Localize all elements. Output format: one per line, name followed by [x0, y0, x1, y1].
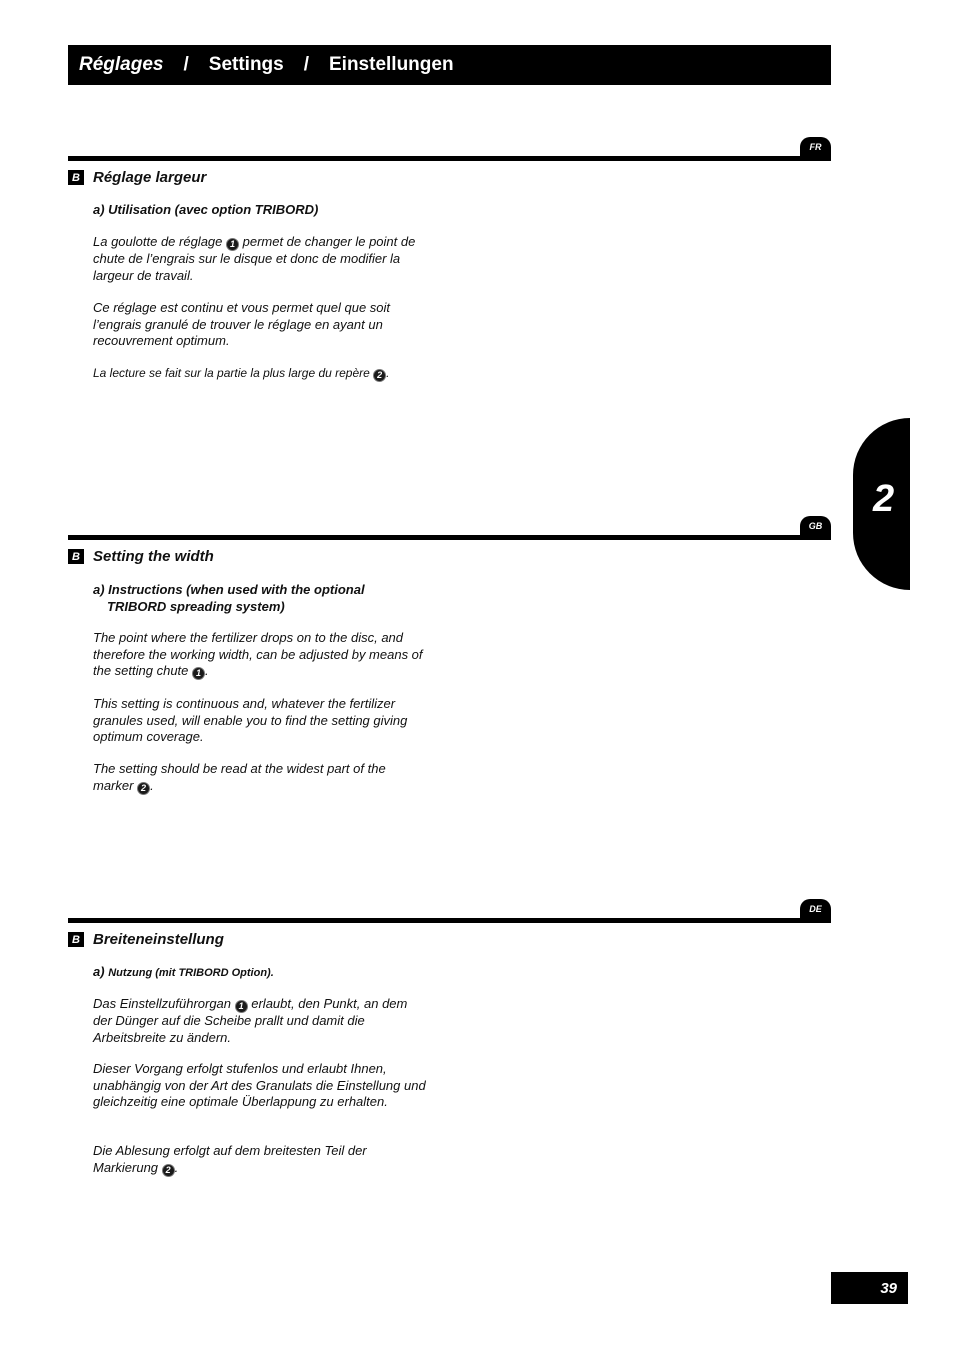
page-number: 39	[831, 1272, 908, 1304]
section-rule	[68, 535, 831, 540]
chapter-tab	[853, 418, 910, 590]
paragraph-text: La lecture se fait sur la partie la plus large du repère	[93, 366, 374, 380]
callout-number-icon: 2	[373, 369, 386, 382]
lang-tab-fr: FR	[800, 137, 831, 157]
header-separator: /	[183, 54, 189, 75]
header-title-en: Settings	[208, 54, 284, 75]
paragraph-text: .	[174, 1159, 179, 1175]
callout-number-icon: 1	[235, 1000, 248, 1013]
paragraph-text: The setting should be read at the widest part of the marker	[93, 761, 386, 793]
callout-number-icon: 2	[137, 782, 150, 795]
section-rule	[68, 156, 831, 161]
subheading: a) Utilisation (avec option TRIBORD)	[93, 202, 319, 217]
section-badge: B	[68, 170, 84, 185]
header-title-fr: Réglages	[79, 54, 164, 75]
subheading-text: Nutzung (mit TRIBORD Option).	[108, 967, 274, 979]
header-separator: /	[303, 54, 309, 75]
paragraph-2: Ce réglage est continu et vous permet quel que soit l’engrais granulé de trouver le réglage en ayant un recouvrement optimum.	[93, 300, 391, 348]
paragraph-1	[93, 234, 428, 284]
section-title	[68, 931, 224, 948]
paragraph-1	[93, 996, 428, 1046]
paragraph-text: permet de changer le point de chute de l’engrais sur le disque et donc de modifier la largeur de travail.	[93, 234, 416, 283]
paragraph-3	[93, 1143, 428, 1177]
section-badge: B	[68, 549, 84, 564]
paragraph-3	[93, 761, 428, 795]
lang-tab-de: DE	[800, 899, 831, 919]
paragraph-2: Dieser Vorgang erfolgt stufenlos und erlaubt Ihnen, unabhängig von der Art des Granulats die Einstellung und gleichzeitig eine optimale Überlappung zu erhalten.	[93, 1061, 426, 1109]
header-title-de: Einstellungen	[329, 54, 454, 75]
paragraph-text: La goulotte de réglage	[93, 234, 226, 249]
paragraph-text: .	[205, 663, 209, 678]
subheading	[93, 963, 274, 982]
paragraph-text: The point where the fertilizer drops on to the disc, and therefore the working width, can be adjusted by means of the setting chute	[93, 630, 423, 678]
paragraph-text: erlaubt, den Punkt, an dem der Dünger auf die Scheibe prallt und damit die Arbeitsbreite zu ändern.	[93, 996, 408, 1045]
page-header	[68, 45, 831, 85]
subheading-line: a) Instructions (when used with the optional	[93, 582, 365, 597]
callout-number-icon: 1	[226, 238, 239, 251]
section-badge: B	[68, 932, 84, 947]
section-title-text: Réglage largeur	[93, 169, 207, 186]
section-title	[68, 169, 206, 186]
paragraph-2: This setting is continuous and, whatever the fertilizer granules used, will enable you to find the setting giving optimum coverage.	[93, 696, 408, 744]
subheading-prefix: a)	[93, 964, 105, 979]
callout-number-icon: 1	[192, 667, 205, 680]
paragraph-text: .	[386, 366, 390, 380]
callout-number-icon: 2	[162, 1164, 175, 1177]
paragraph-text: Das Einstellzuführorgan	[93, 996, 235, 1011]
section-title-text: Breiteneinstellung	[93, 931, 224, 948]
paragraph-text: Die Ablesung erfolgt auf dem breitesten Teil der Markierung	[93, 1143, 367, 1175]
section-title-text: Setting the width	[93, 548, 214, 565]
subheading-line: TRIBORD spreading system)	[107, 599, 285, 614]
section-title	[68, 548, 214, 565]
lang-tab-gb: GB	[800, 516, 831, 536]
subheading	[93, 581, 365, 615]
chapter-number: 2	[873, 478, 895, 520]
section-rule	[68, 918, 831, 923]
paragraph-3	[93, 365, 428, 382]
paragraph-text: .	[150, 777, 154, 793]
paragraph-1	[93, 630, 428, 680]
